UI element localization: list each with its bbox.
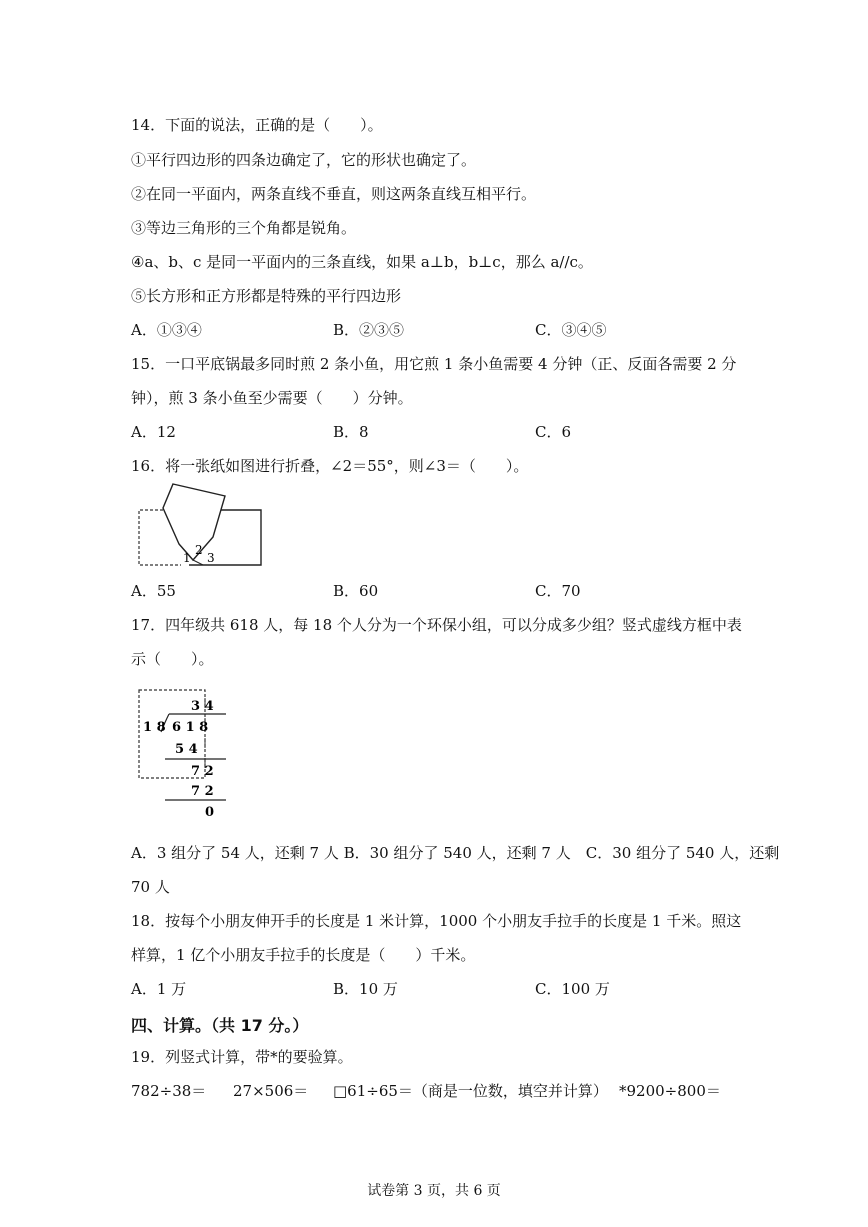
q19-item-3: □61÷65＝（商是一位数，填空并计算）: [333, 1082, 608, 1100]
q19-item-4: *9200÷800＝: [619, 1082, 721, 1100]
q14-stem: 14．下面的说法，正确的是（ ）。: [131, 116, 383, 134]
section4-heading: 四、计算。（共 17 分。）: [131, 1016, 309, 1035]
q14-statement-1: ①平行四边形的四条边确定了，它的形状也确定了。: [131, 151, 477, 169]
q16-option-a: A．55: [131, 582, 176, 600]
q16-angle-label-3: 3: [207, 551, 215, 565]
q15-option-a: A．12: [131, 423, 176, 441]
q15-stem-line1: 15．一口平底锅最多同时煎 2 条小鱼，用它煎 1 条小鱼需要 4 分钟（正、反面各需要 2 分: [131, 355, 737, 373]
q17-dividend: 6 1 8: [172, 720, 209, 735]
q15-stem-line2: 钟），煎 3 条小鱼至少需要（ ）分钟。: [131, 389, 413, 407]
q14-statement-5: ⑤长方形和正方形都是特殊的平行四边形: [131, 287, 402, 305]
q16-folded-paper-figure: [133, 482, 268, 570]
q14-statement-2: ②在同一平面内，两条直线不垂直，则这两条直线互相平行。: [131, 185, 537, 203]
q17-step2: 7 2: [191, 784, 214, 799]
q14-statement-3: ③等边三角形的三个角都是锐角。: [131, 219, 357, 237]
q17-options-line1: A．3 组分了 54 人，还剩 7 人 B．30 组分了 540 人，还剩 7 人 C．30 组分了 540 人，还剩: [131, 844, 780, 862]
q18-option-b: B．10 万: [333, 980, 398, 998]
q14-option-c: C．③④⑤: [535, 321, 607, 339]
q16-angle-label-1: 1: [183, 551, 191, 565]
page-footer: 试卷第 3 页，共 6 页: [367, 1183, 501, 1199]
q15-option-c: C．6: [535, 423, 572, 441]
q17-stem-line2: 示（ ）。: [131, 650, 214, 668]
q19-stem: 19．列竖式计算，带*的要验算。: [131, 1048, 353, 1066]
q17-step1: 5 4: [175, 742, 198, 757]
q16-option-b: B．60: [333, 582, 379, 600]
q14-option-b: B．②③⑤: [333, 321, 405, 339]
q15-option-b: B．8: [333, 423, 369, 441]
q17-remainder1: 7 2: [191, 764, 214, 779]
q18-stem-line1: 18．按每个小朋友伸开手的长度是 1 米计算，1000 个小朋友手拉手的长度是 1 千米。照这: [131, 912, 742, 930]
q14-option-a: A．①③④: [131, 321, 202, 339]
q17-quotient: 3 4: [191, 699, 214, 714]
q18-stem-line2: 样算，1 亿个小朋友手拉手的长度是（ ）千米。: [131, 946, 476, 964]
q14-statement-4: ④a、b、c 是同一平面内的三条直线，如果 a⊥b，b⊥c，那么 a//c。: [131, 253, 593, 271]
q17-long-division-figure: [133, 686, 233, 822]
q19-item-2: 27×506＝: [233, 1082, 309, 1100]
q19-item-1: 782÷38＝: [131, 1082, 207, 1100]
q16-angle-label-2: 2: [195, 543, 203, 557]
q17-stem-line1: 17．四年级共 618 人，每 18 个人分为一个环保小组，可以分成多少组？竖式虚线方框中表: [131, 616, 742, 634]
q18-option-a: A．1 万: [131, 980, 187, 998]
q17-final: 0: [205, 805, 215, 820]
q16-option-c: C．70: [535, 582, 581, 600]
q17-options-line2: 70 人: [131, 878, 170, 896]
q18-option-c: C．100 万: [535, 980, 610, 998]
q17-divisor: 1 8: [143, 720, 166, 735]
q16-stem: 16．将一张纸如图进行折叠，∠2＝55°，则∠3＝（ ）。: [131, 457, 529, 475]
